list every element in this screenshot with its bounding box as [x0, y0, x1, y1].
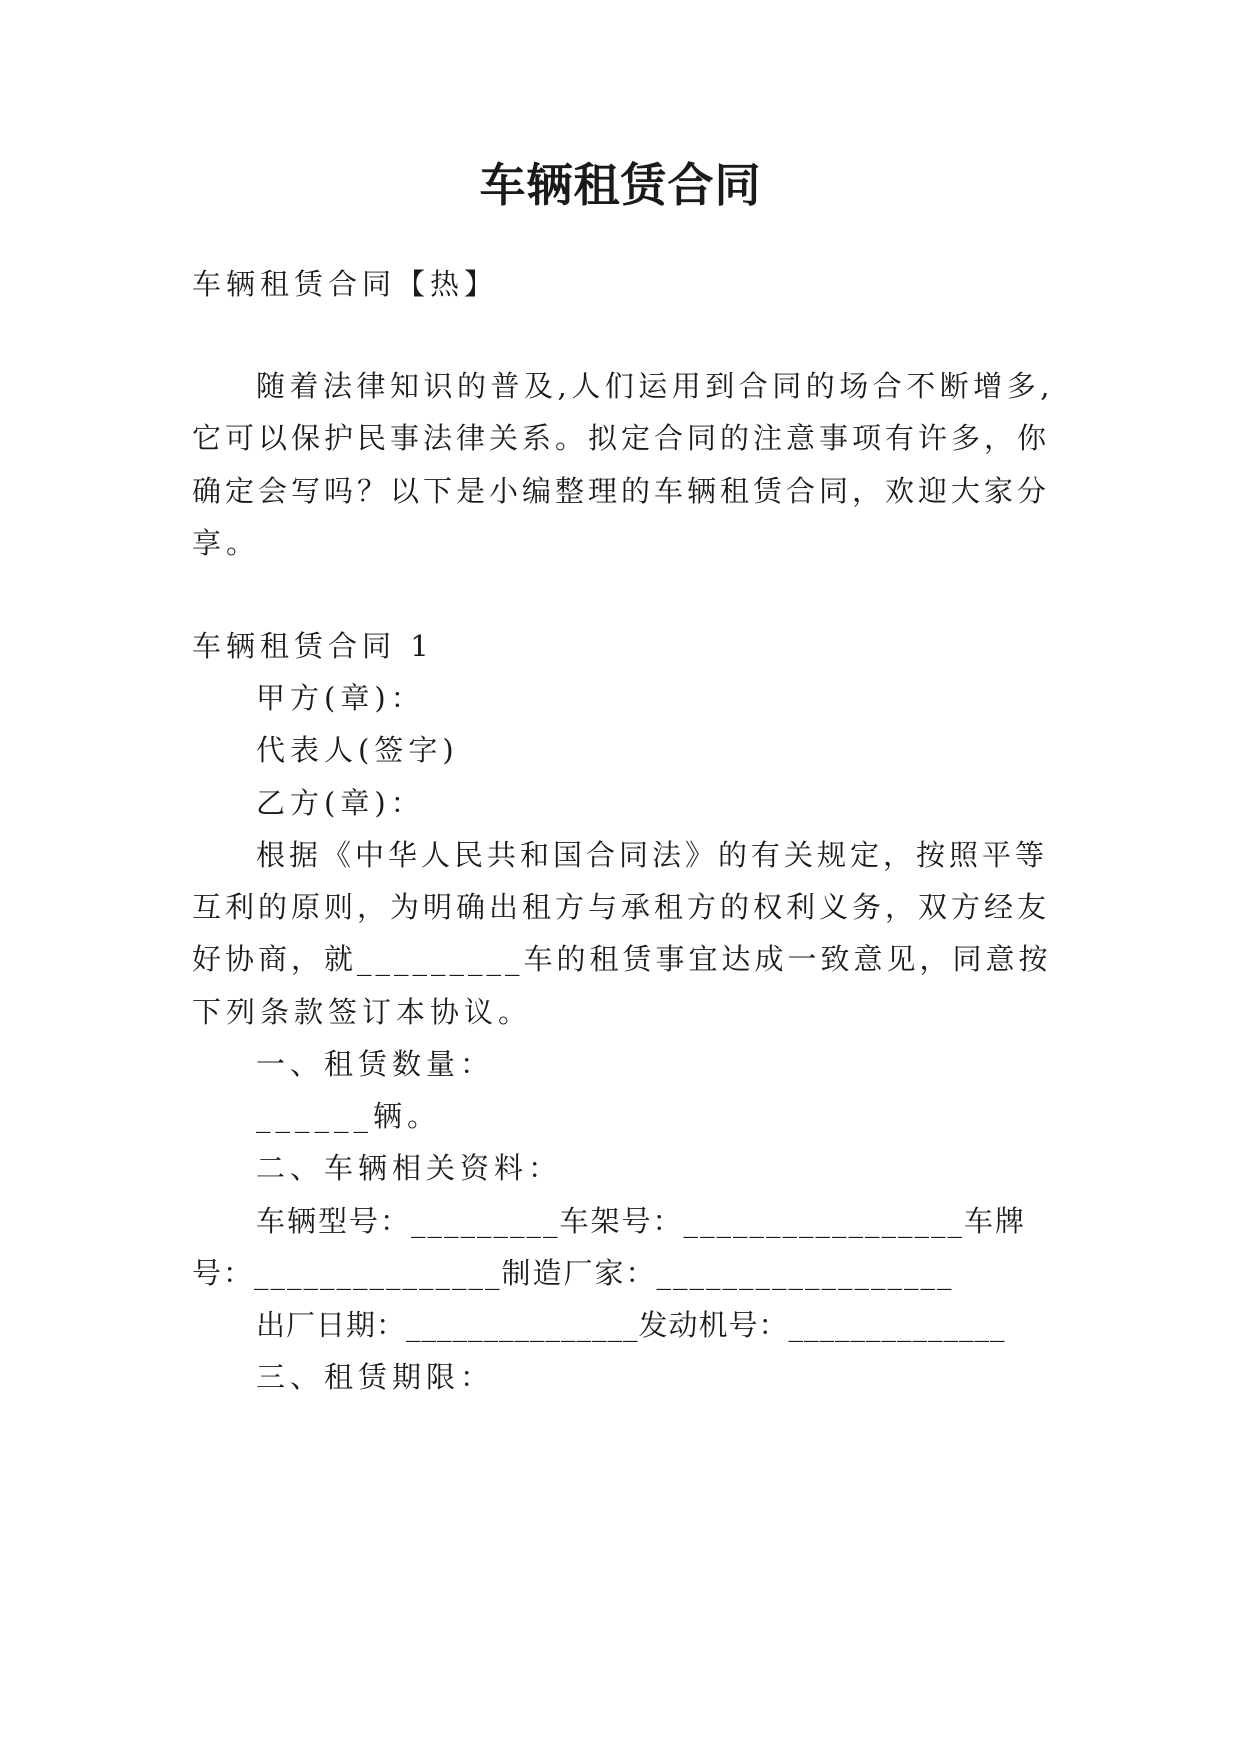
clause-1-heading: 一、租赁数量：: [256, 1047, 495, 1081]
intro-line-4: 享。: [192, 526, 261, 560]
section-heading: 车辆租赁合同 1: [192, 629, 434, 663]
document-subtitle: 车辆租赁合同【热】: [192, 267, 499, 301]
document-title: 车辆租赁合同: [479, 158, 762, 212]
clause-2-heading: 二、车辆相关资料：: [256, 1151, 563, 1185]
clause-1-body: ______辆。: [256, 1099, 442, 1133]
intro-line-2: 它可以保护民事法律关系。拟定合同的注意事项有许多，你: [192, 421, 1051, 455]
clause-3-heading: 三、租赁期限：: [256, 1360, 495, 1394]
intro-line-3: 确定会写吗？以下是小编整理的车辆租赁合同，欢迎大家分: [192, 474, 1051, 508]
preamble-line-4: 下列条款签订本协议。: [192, 995, 533, 1029]
party-b-label: 乙方(章)：: [256, 786, 425, 820]
preamble-line-3: 好协商，就_________车的租赁事宜达成一致意见，同意按: [192, 942, 1052, 976]
clause-2-line-1: 车辆型号：_________车架号：_________________车牌: [256, 1204, 1027, 1238]
preamble-line-1: 根据《中华人民共和国合同法》的有关规定，按照平等: [256, 838, 1049, 872]
clause-2-line-3: 出厂日期：_______________发动机号：______________: [256, 1308, 1006, 1342]
party-a-label: 甲方(章)：: [256, 681, 425, 715]
clause-2-line-2: 号：_______________制造厂家：__________________: [192, 1256, 954, 1290]
preamble-line-2: 互利的原则，为明确出租方与承租方的权利义务，双方经友: [192, 890, 1051, 924]
intro-line-1: 随着法律知识的普及,人们运用到合同的场合不断增多,: [256, 369, 1054, 403]
representative-label: 代表人(签字): [256, 733, 459, 767]
